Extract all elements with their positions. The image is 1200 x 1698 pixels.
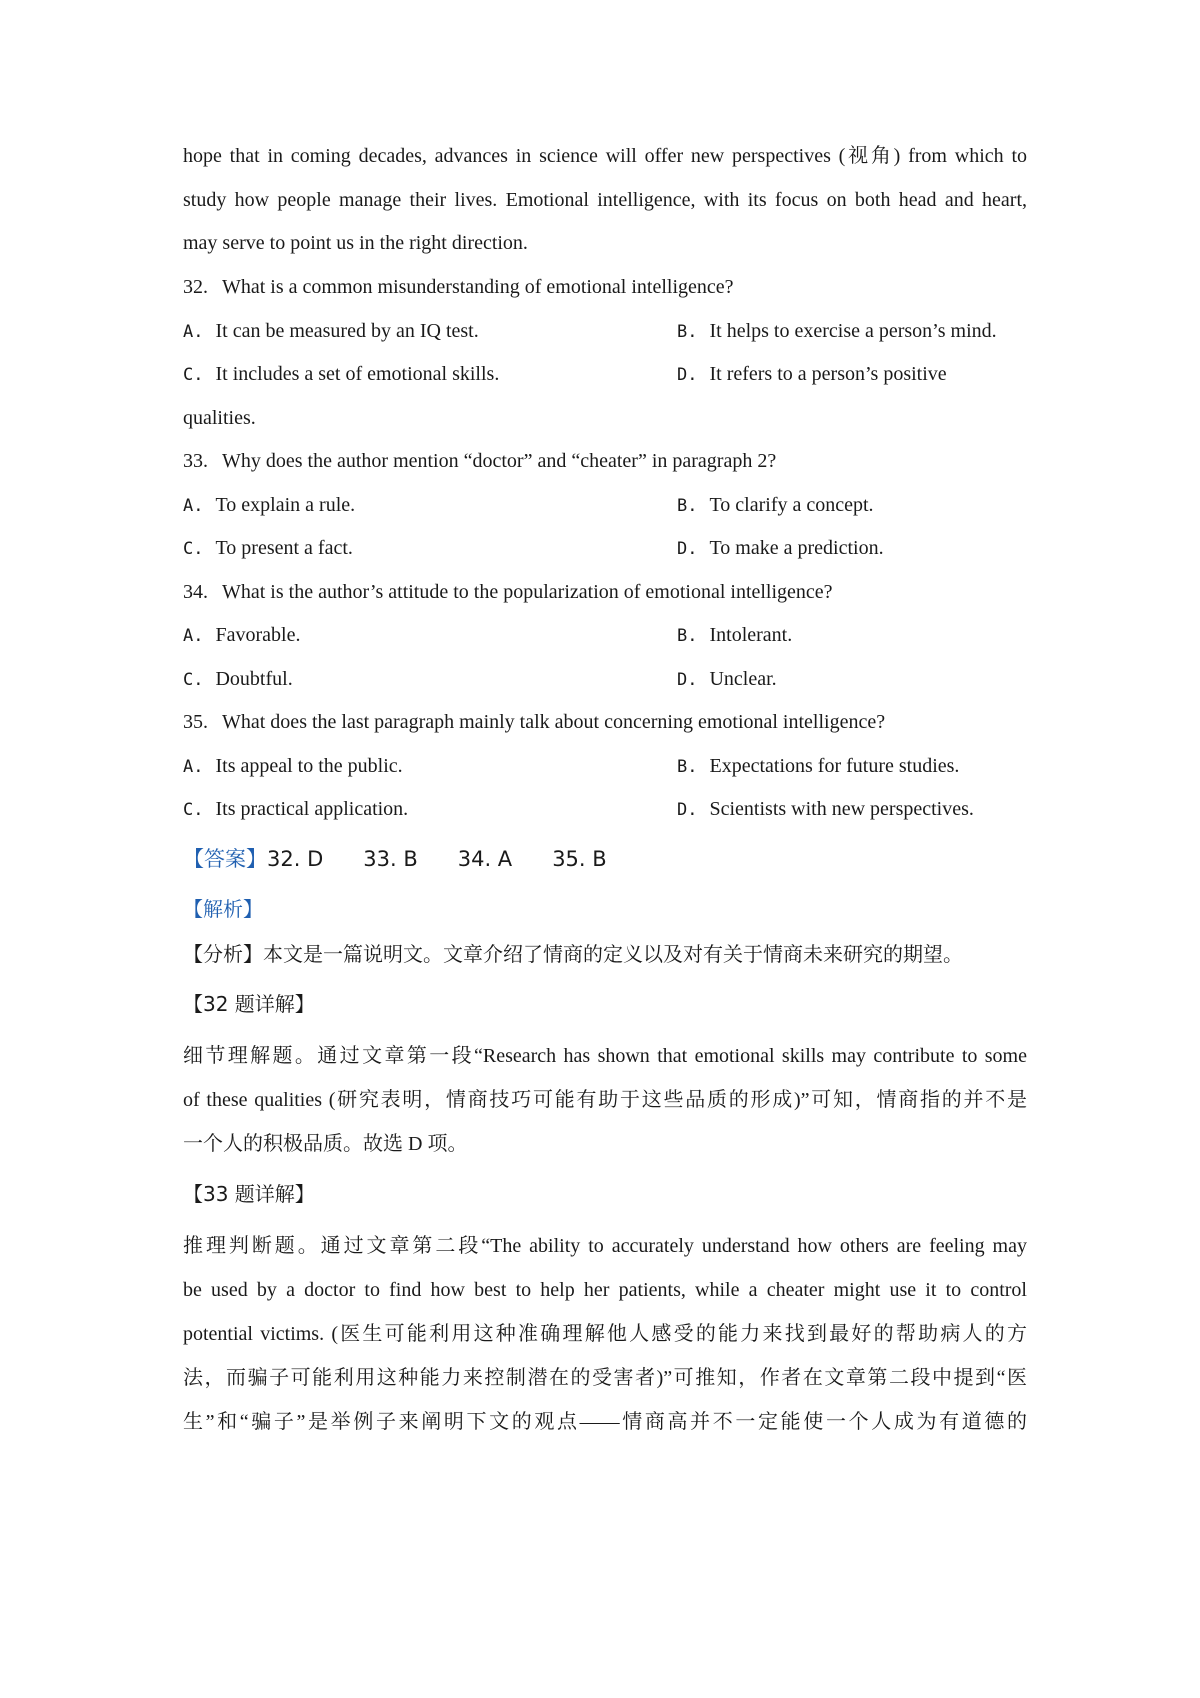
option-32-d-continuation: qualities. (183, 407, 256, 429)
option-34-d: D. Unclear. (677, 668, 777, 690)
option-33-b: B. To clarify a concept. (677, 494, 874, 516)
summary-text: 本文是一篇说明文。文章介绍了情商的定义以及对有关于情商未来研究的期望。 (263, 944, 963, 966)
option-32-d: D. It refers to a person’s positive (677, 363, 947, 385)
question-number: 34. (183, 581, 208, 603)
answer-item: 33. B (363, 847, 418, 871)
option-34-c: C. Doubtful. (183, 668, 293, 690)
detail-32-line: 一个人的积极品质。故选 D 项。 (183, 1133, 468, 1155)
question-text: What is the author’s attitude to the popularization of emotional intelligence? (222, 581, 833, 603)
question-33 (183, 447, 776, 475)
answer-line (183, 845, 607, 873)
detail-33-line: 推理判断题。通过文章第二段“The ability to accurately understand how others are feeling may (183, 1235, 1027, 1257)
question-number: 35. (183, 711, 208, 733)
detail-32-line: of these qualities (研究表明，情商技巧可能有助于这些品质的形成)”可知，情商指的并不是 (183, 1089, 1027, 1111)
question-34 (183, 578, 833, 606)
passage-line: study how people manage their lives. Emotional intelligence, with its focus on both head and heart, (183, 189, 1027, 211)
option-34-a: A. Favorable. (183, 624, 301, 646)
answer-item: 35. B (552, 847, 607, 871)
option-32-c: C. It includes a set of emotional skills. (183, 363, 500, 385)
option-33-d: D. To make a prediction. (677, 537, 884, 559)
detail-32-line: 细节理解题。通过文章第一段“Research has shown that emotional skills may contribute to some (183, 1045, 1027, 1067)
option-35-a: A. Its appeal to the public. (183, 755, 403, 777)
question-number: 32. (183, 276, 208, 298)
detail-33-line: 生”和“骗子”是举例子来阐明下文的观点——情商高并不一定能使一个人成为有道德的 (183, 1411, 1027, 1433)
option-35-b: B. Expectations for future studies. (677, 755, 960, 777)
question-text: Why does the author mention “doctor” and “cheater” in paragraph 2? (222, 450, 777, 472)
answer-label: 【答案】 (183, 847, 267, 871)
question-text: What does the last paragraph mainly talk about concerning emotional intelligence? (222, 711, 886, 733)
option-35-c: C. Its practical application. (183, 798, 409, 820)
passage-line: hope that in coming decades, advances in science will offer new perspectives (视角) from which to (183, 145, 1027, 167)
summary-line (183, 940, 963, 969)
question-text: What is a common misunderstanding of emotional intelligence? (222, 276, 734, 298)
passage-line: may serve to point us in the right direction. (183, 232, 528, 254)
analysis-label: 【解析】 (183, 897, 263, 921)
answer-item: 32. D (267, 847, 324, 871)
question-number: 33. (183, 450, 208, 472)
option-32-b: B. It helps to exercise a person’s mind. (677, 320, 997, 342)
option-32-a: A. It can be measured by an IQ test. (183, 320, 479, 342)
question-32 (183, 273, 734, 301)
option-33-a: A. To explain a rule. (183, 494, 356, 516)
detail-32-heading: 【32 题详解】 (183, 992, 315, 1016)
summary-label: 【分析】 (183, 942, 263, 966)
answer-item: 34. A (457, 847, 513, 871)
detail-33-heading: 【33 题详解】 (183, 1182, 315, 1206)
detail-33-line: potential victims. (医生可能利用这种准确理解他人感受的能力来找到最好的帮助病人的方 (183, 1323, 1027, 1345)
option-35-d: D. Scientists with new perspectives. (677, 798, 974, 820)
detail-33-line: be used by a doctor to find how best to help her patients, while a cheater might use it to control (183, 1279, 1027, 1301)
detail-33-line: 法，而骗子可能利用这种能力来控制潜在的受害者)”可推知，作者在文章第二段中提到“医 (183, 1367, 1027, 1389)
option-34-b: B. Intolerant. (677, 624, 793, 646)
option-33-c: C. To present a fact. (183, 537, 353, 559)
question-35 (183, 708, 885, 736)
